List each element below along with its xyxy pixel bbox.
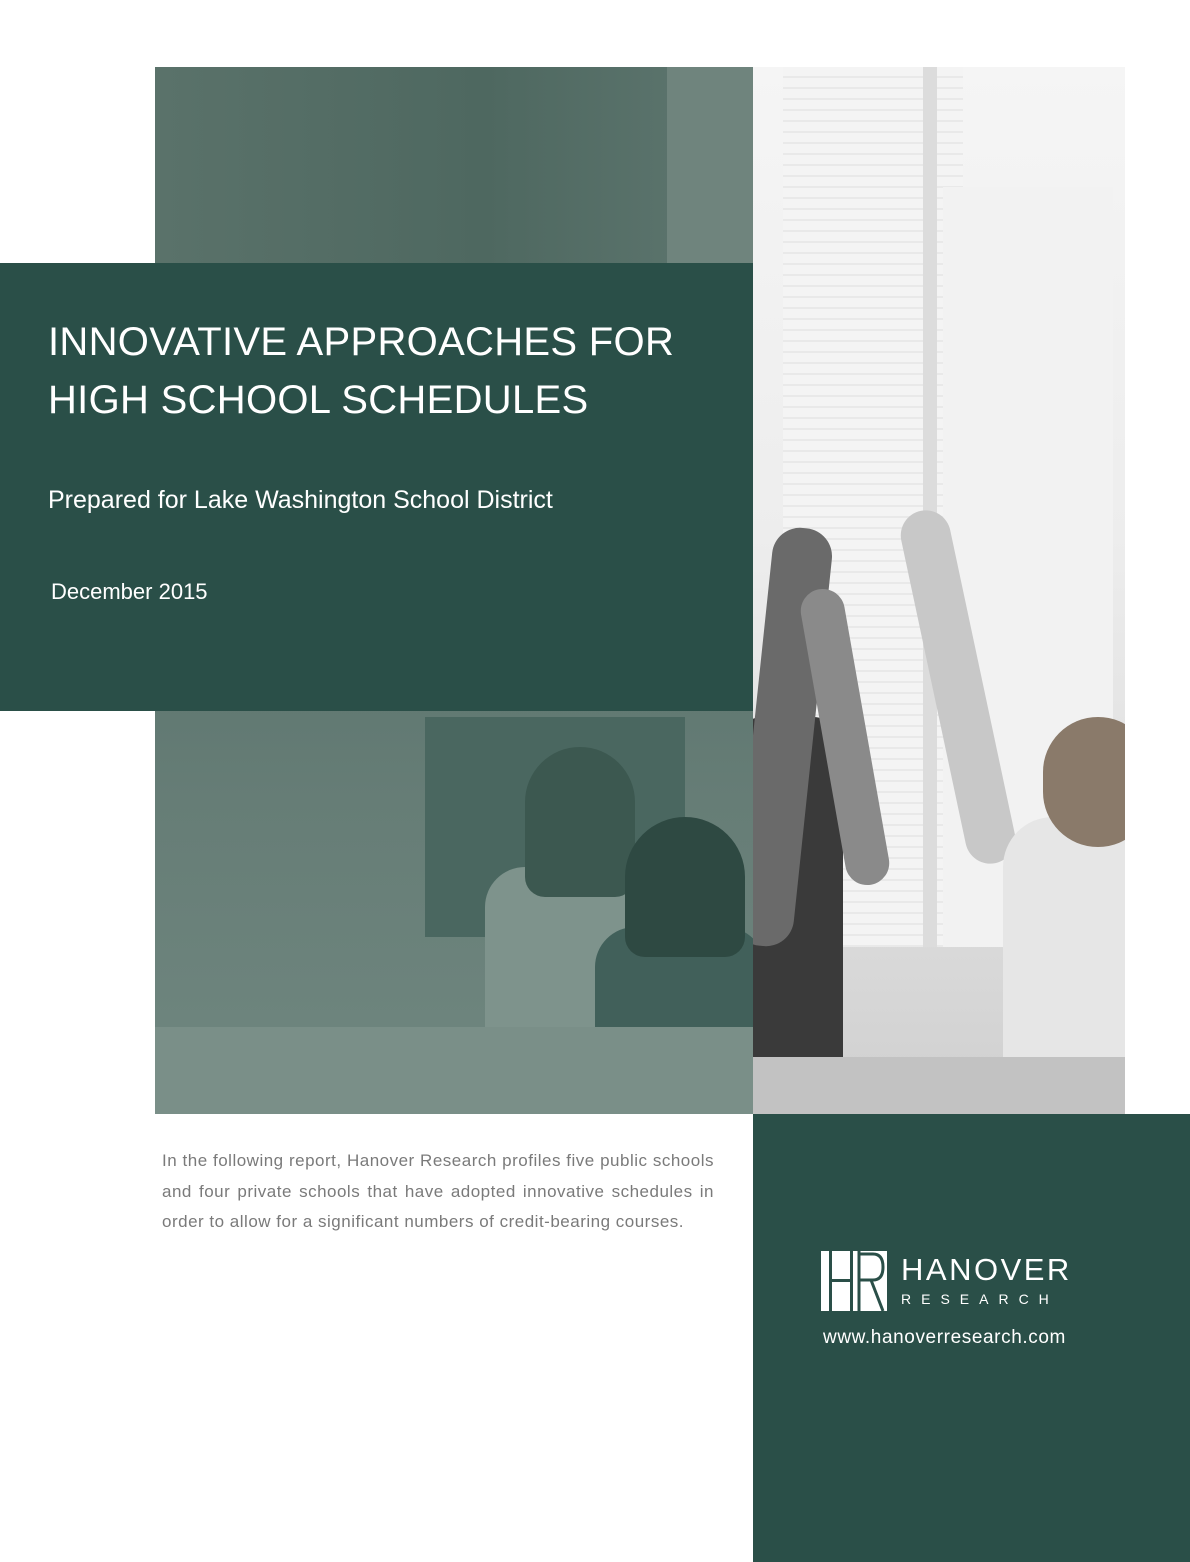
photo-desk <box>155 1027 753 1114</box>
report-title-line-2: HIGH SCHOOL SCHEDULES <box>48 378 589 422</box>
logo-subname: RESEARCH <box>901 1291 1059 1307</box>
hr-logo-mark-icon <box>821 1251 887 1311</box>
cover-photo-greyscale <box>753 67 1125 1114</box>
photo-student-head <box>1043 717 1125 847</box>
photo-desk <box>753 1057 1125 1114</box>
photo-door <box>667 67 753 267</box>
photo-student <box>1003 817 1125 1077</box>
report-title-line-1: INNOVATIVE APPROACHES FOR <box>48 320 675 364</box>
website-url: www.hanoverresearch.com <box>823 1327 1066 1348</box>
photo-student-head <box>525 747 635 897</box>
photo-window-frame <box>923 67 937 947</box>
photo-student-head <box>625 817 745 957</box>
photo-wall <box>155 67 753 267</box>
branding-panel <box>753 1114 1190 1562</box>
logo-name: HANOVER <box>901 1252 1072 1287</box>
report-date: December 2015 <box>51 579 208 604</box>
title-panel <box>0 263 753 711</box>
report-subtitle: Prepared for Lake Washington School District <box>48 486 553 514</box>
report-title <box>48 313 738 429</box>
hanover-logo <box>821 1251 1076 1311</box>
report-abstract: In the following report, Hanover Research profiles five public schools and four private schools that have adopted innovative schedules in order to allow for a significant numbers of credit-bearing courses. <box>162 1151 714 1231</box>
